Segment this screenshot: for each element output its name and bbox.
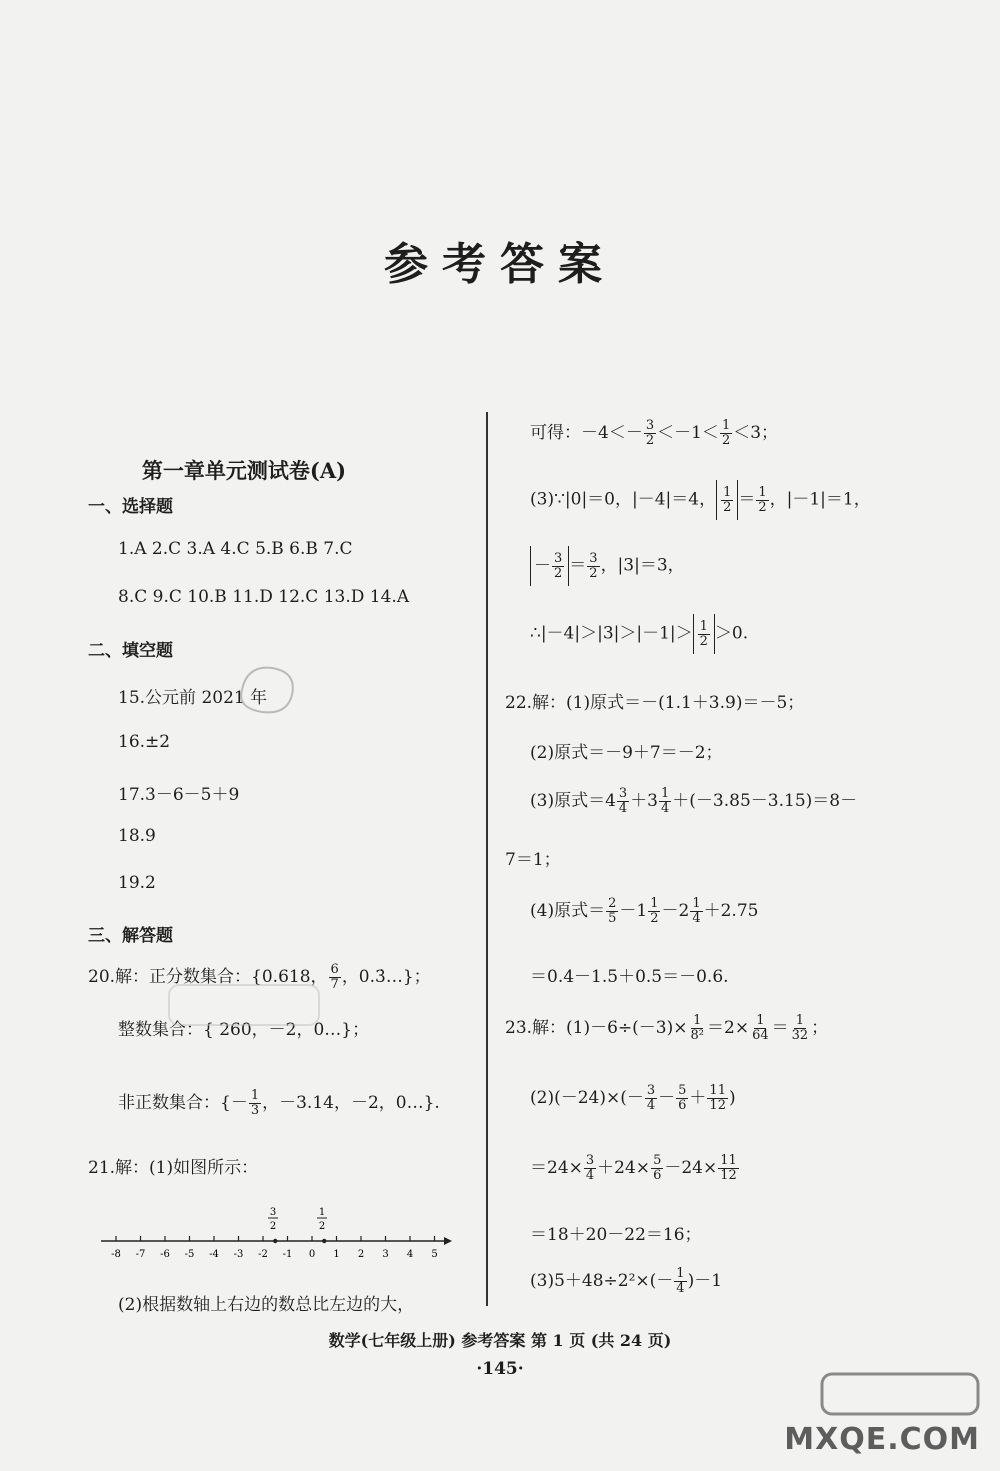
text: ＝24× xyxy=(530,1158,583,1178)
denominator: 4 xyxy=(676,1281,685,1296)
text: ＋3 xyxy=(630,791,659,811)
text: 23.解：(1)－6÷(－3)× xyxy=(505,1018,688,1038)
abs-bars xyxy=(716,480,738,520)
footer-info: 数学(七年级上册) 参考答案 第 1 页 (共 24 页) xyxy=(328,1331,672,1350)
text: ＜3； xyxy=(733,423,779,443)
text: 非正数集合：{－ xyxy=(118,1093,248,1113)
numerator: 5 xyxy=(653,1153,662,1169)
fraction xyxy=(720,419,732,447)
mc-answers-row2: 8.C 9.C 10.B 11.D 12.C 13.D 14.A xyxy=(118,587,410,607)
text: ，|3|＝3， xyxy=(600,555,685,576)
ticks-group xyxy=(111,1236,438,1260)
text: (3)原式＝4 xyxy=(530,791,616,811)
tick-label: -8 xyxy=(111,1249,121,1260)
mark-one-half xyxy=(317,1207,327,1232)
watermark-logo-icon xyxy=(820,1370,980,1418)
fraction xyxy=(718,1154,739,1182)
numerator: 1 xyxy=(723,485,732,501)
point-marker xyxy=(273,1239,277,1243)
mark2-numerator: 1 xyxy=(318,1207,326,1218)
tick-label: -1 xyxy=(282,1249,293,1260)
answer-21-compare xyxy=(530,418,778,448)
denominator: 2 xyxy=(758,499,767,515)
denominator: 2 xyxy=(554,566,563,581)
tick-label: 1 xyxy=(333,1249,340,1260)
text: ∴|－4|＞|3|＞|－1|＞ xyxy=(530,623,693,644)
fraction xyxy=(690,897,702,925)
tick-label: 4 xyxy=(406,1249,414,1260)
fraction xyxy=(584,1154,596,1182)
numerator: 3 xyxy=(585,1153,595,1169)
column-divider xyxy=(486,412,488,1306)
numerator: 3 xyxy=(645,418,655,434)
numerator: 11 xyxy=(709,1083,726,1099)
tick-label: -4 xyxy=(209,1249,219,1260)
numerator: 6 xyxy=(330,962,339,978)
fraction xyxy=(689,1014,706,1042)
answer-17: 17.3－6－5＋9 xyxy=(118,785,240,805)
numerator: 1 xyxy=(756,1013,765,1029)
text: ＝ xyxy=(771,1018,789,1038)
stamp-icon xyxy=(232,660,302,720)
fraction xyxy=(644,419,656,447)
answer-23-3 xyxy=(530,1266,722,1296)
numerator: 11 xyxy=(720,1153,737,1169)
numerator: 1 xyxy=(661,786,670,802)
fraction xyxy=(676,1084,688,1112)
numerator: 1 xyxy=(758,484,767,500)
tick-label: -5 xyxy=(184,1249,195,1260)
answer-22-3 xyxy=(530,786,857,816)
denominator: 2 xyxy=(589,565,598,581)
denominator: 4 xyxy=(618,801,628,816)
numerator: 5 xyxy=(678,1083,687,1099)
fraction xyxy=(698,620,710,648)
denominator: 7 xyxy=(330,977,339,992)
fraction xyxy=(707,1084,728,1112)
fraction xyxy=(756,486,768,514)
text: (4)原式＝ xyxy=(530,901,606,921)
denominator: 6 xyxy=(653,1168,662,1183)
text: (3)∵|0|＝0，|－4|＝4， xyxy=(530,489,717,510)
tick-label: 2 xyxy=(357,1249,365,1260)
text: ＜－1＜ xyxy=(657,423,719,443)
answer-23-2c: ＝18＋20－22＝16； xyxy=(530,1225,702,1245)
page-title: 参考答案 xyxy=(384,239,616,290)
text: ＋2.75 xyxy=(703,901,759,921)
text: ＝ xyxy=(569,555,587,576)
numerator: 1 xyxy=(692,896,701,912)
answer-23-1 xyxy=(505,1013,828,1043)
fraction xyxy=(329,963,341,991)
text: －2 xyxy=(661,901,690,921)
fraction xyxy=(552,552,564,580)
numerator: 1 xyxy=(699,619,708,635)
text: ＝2× xyxy=(707,1018,750,1038)
text: (2)(－24)×(－ xyxy=(530,1088,644,1108)
abs-bars xyxy=(693,614,715,654)
denominator: 8² xyxy=(690,1028,704,1043)
denominator: 3 xyxy=(250,1103,260,1118)
numerator: 3 xyxy=(589,550,598,566)
section-choice: 一、选择题 xyxy=(88,497,173,517)
numerator: 1 xyxy=(795,1013,805,1029)
answer-21-a: 21.解：(1)如图所示： xyxy=(88,1158,259,1178)
page-number: ·145· xyxy=(476,1359,524,1379)
text: ＋24× xyxy=(597,1158,651,1178)
answer-20-nonpositive xyxy=(118,1088,440,1118)
text: ，－3.14，－2，0…}. xyxy=(262,1093,440,1113)
numerator: 1 xyxy=(650,896,659,912)
fraction xyxy=(674,1267,686,1295)
numerator: 1 xyxy=(250,1088,260,1104)
text: (3)5＋48÷2²×(－ xyxy=(530,1271,674,1291)
text: － xyxy=(534,556,551,576)
fraction xyxy=(659,787,671,815)
answer-15: 15.公元前 2021 年 xyxy=(118,688,268,708)
tick-label: -2 xyxy=(258,1249,268,1260)
text: 20.解：正分数集合：{0.618， xyxy=(88,967,328,987)
fraction xyxy=(750,1014,771,1042)
faded-stamp-icon xyxy=(165,975,325,1035)
fraction xyxy=(648,897,660,925)
tick-label: -7 xyxy=(135,1249,146,1260)
fraction xyxy=(790,1014,811,1042)
numerator: 1 xyxy=(676,1266,685,1282)
text: －1 xyxy=(619,901,648,921)
section-solve: 三、解答题 xyxy=(88,926,173,946)
denominator: 4 xyxy=(585,1168,595,1183)
numerator: 3 xyxy=(554,551,563,567)
fraction xyxy=(587,552,599,580)
fraction xyxy=(645,1084,657,1112)
answer-23-2 xyxy=(530,1083,736,1113)
text: ＋ xyxy=(689,1088,707,1108)
denominator: 5 xyxy=(608,911,617,926)
denominator: 12 xyxy=(720,1168,737,1183)
number-line xyxy=(96,1205,456,1275)
mark-neg-three-halves xyxy=(268,1207,278,1232)
text: ； xyxy=(811,1018,829,1038)
numerator: 3 xyxy=(646,1083,656,1099)
denominator: 4 xyxy=(661,801,670,816)
mc-answers-row1: 1.A 2.C 3.A 4.C 5.B 6.B 7.C xyxy=(118,539,353,559)
text: ) xyxy=(728,1088,736,1108)
numerator: 3 xyxy=(618,786,628,802)
text: 可得：－4＜－ xyxy=(530,423,643,443)
mark1-denominator: 2 xyxy=(269,1221,277,1232)
tick-label: -3 xyxy=(233,1249,244,1260)
denominator: 2 xyxy=(650,911,659,926)
tick-label: 5 xyxy=(431,1249,438,1260)
mark2-denominator: 2 xyxy=(318,1221,326,1232)
denominator: 2 xyxy=(723,500,732,515)
answer-22-3b: 7＝1； xyxy=(505,850,561,870)
watermark-text: MXQE.COM xyxy=(784,1422,980,1457)
fraction xyxy=(651,1154,663,1182)
answer-21-abs-2 xyxy=(530,546,685,586)
axis-arrow-icon xyxy=(444,1237,452,1245)
numerator: 1 xyxy=(693,1013,702,1029)
answer-16: 16.±2 xyxy=(118,732,171,752)
denominator: 4 xyxy=(646,1098,656,1113)
fraction xyxy=(721,486,733,514)
text: － xyxy=(658,1088,676,1108)
text: ，|－1|＝1， xyxy=(769,489,871,510)
answer-21-b: (2)根据数轴上右边的数总比左边的大， xyxy=(118,1295,415,1315)
text: ＞0. xyxy=(714,623,749,644)
denominator: 2 xyxy=(645,433,655,448)
text: ，0.3̇…}； xyxy=(341,967,431,987)
answer-18: 18.9 xyxy=(118,826,156,846)
denominator: 12 xyxy=(709,1098,726,1113)
answer-22-1: 22.解：(1)原式＝－(1.1＋3.9)＝－5； xyxy=(505,693,805,713)
denominator: 2 xyxy=(699,634,708,649)
answer-19: 19.2 xyxy=(118,873,156,893)
mark1-numerator: 3 xyxy=(269,1207,277,1218)
numerator: 1 xyxy=(721,418,731,434)
fraction xyxy=(249,1089,261,1117)
text: －24× xyxy=(664,1158,718,1178)
text: ＝ xyxy=(738,489,756,510)
point-marker xyxy=(322,1239,326,1243)
numerator: 2 xyxy=(608,896,617,912)
fraction xyxy=(617,787,629,815)
text: )－1 xyxy=(687,1271,723,1291)
denominator: 4 xyxy=(692,911,701,926)
text: ＋(－3.85－3.15)＝8－ xyxy=(672,791,858,811)
denominator: 6 xyxy=(678,1098,687,1113)
section-fill: 二、填空题 xyxy=(88,641,173,661)
tick-label: 3 xyxy=(382,1249,389,1260)
answer-23-2b xyxy=(530,1153,740,1183)
chapter-title: 第一章单元测试卷(A) xyxy=(141,458,347,483)
denominator: 64 xyxy=(752,1028,769,1043)
tick-label: 0 xyxy=(308,1249,316,1260)
answer-20-integer: 整数集合：{ 260，－2，0…}； xyxy=(118,1020,370,1040)
fraction xyxy=(606,897,618,925)
answer-21-abs-1 xyxy=(530,480,871,520)
denominator: 32 xyxy=(791,1028,809,1043)
answer-22-2: (2)原式＝－9＋7＝－2； xyxy=(530,743,723,763)
denominator: 2 xyxy=(721,433,731,448)
answer-22-4b: ＝0.4－1.5＋0.5＝－0.6. xyxy=(530,967,729,987)
abs-bars xyxy=(530,546,569,586)
answer-21-order xyxy=(530,614,748,654)
answer-22-4 xyxy=(530,896,758,926)
watermark xyxy=(784,1370,980,1457)
tick-label: -6 xyxy=(160,1249,170,1260)
